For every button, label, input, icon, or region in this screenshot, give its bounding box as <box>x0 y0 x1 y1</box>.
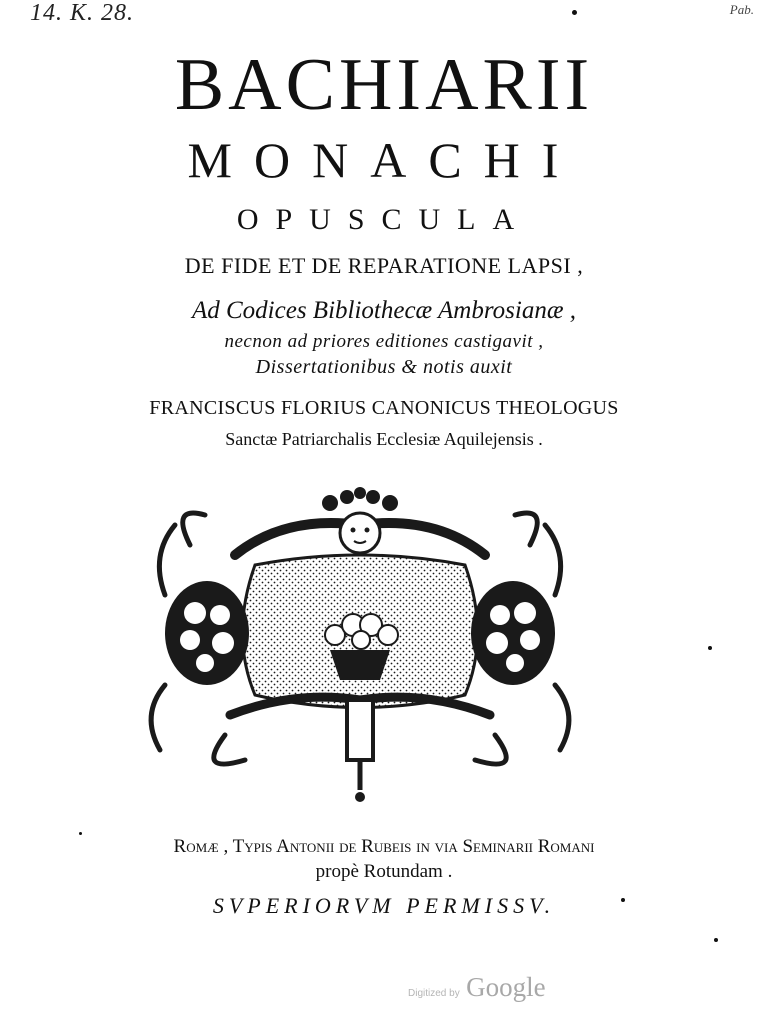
editorial-line-1: Ad Codices Bibliothecæ Ambrosianæ , <box>191 297 576 324</box>
author-affiliation: Sanctæ Patriarchalis Ecclesiæ Aquilejensis . <box>225 429 543 449</box>
google-logo: Google <box>466 972 546 1002</box>
imprint-line-1: Romæ , Typis Antonii de Rubeis in via Seminarii Romani <box>173 836 595 857</box>
shelfmark-annotation: 14. K. 28. <box>30 0 135 26</box>
ink-speck <box>572 10 577 15</box>
editorial-line-2: necnon ad priores editiones castigavit , <box>224 331 544 352</box>
corner-handwritten-note: Pab. <box>729 2 754 17</box>
title-line-3: OPUSCULA <box>236 203 532 236</box>
author-name: FRANCISCUS FLORIUS CANONICUS THEOLOGUS <box>149 397 619 419</box>
ink-speck <box>708 646 712 650</box>
watermark-prefix: Digitized by <box>408 988 460 999</box>
title-line-2: MONACHI <box>187 132 581 188</box>
permission-line: SVPERIORVM PERMISSV. <box>212 893 556 918</box>
imprint-line-2: propè Rotundam . <box>315 861 453 882</box>
subtitle: DE FIDE ET DE REPARATIONE LAPSI , <box>184 253 584 278</box>
title-line-1: BACHIARII <box>174 44 594 126</box>
digitized-by-google-watermark <box>408 972 546 1003</box>
ink-speck <box>79 832 82 835</box>
ink-speck <box>714 938 718 942</box>
ornamental-vignette-icon <box>135 485 585 805</box>
editorial-line-3: Dissertationibus & notis auxit <box>255 356 513 378</box>
